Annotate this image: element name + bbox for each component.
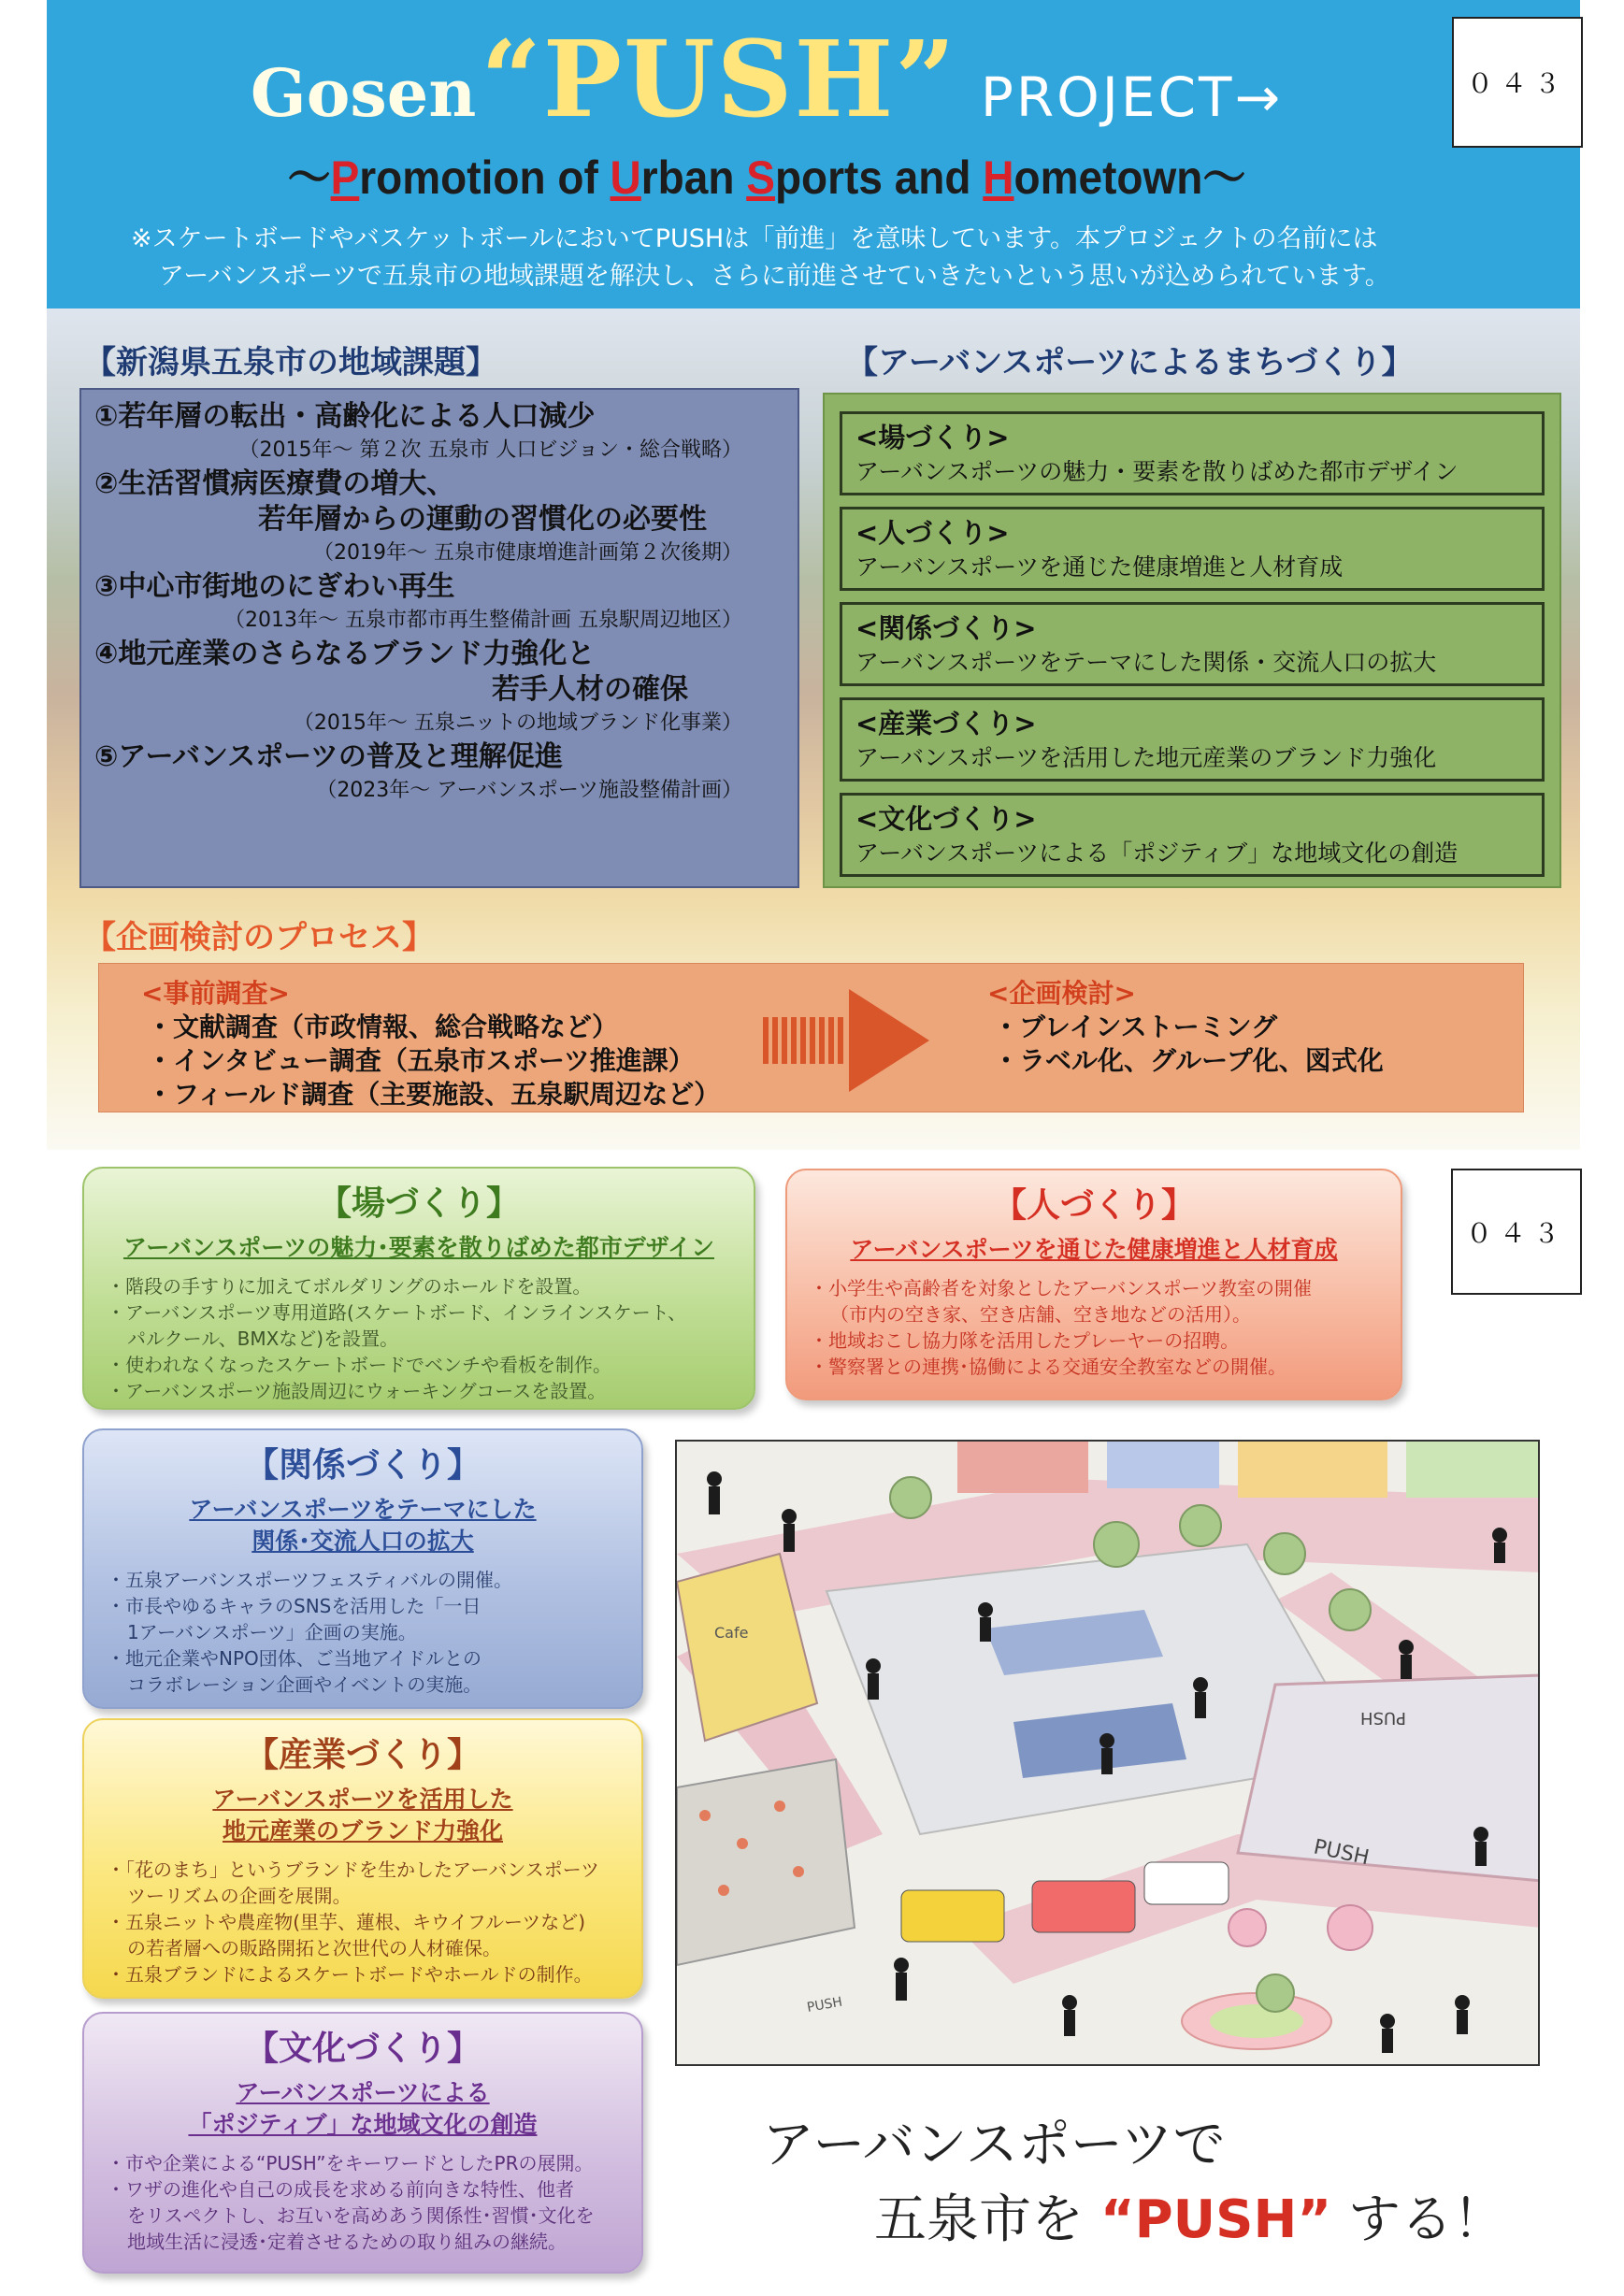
drawing-sign-push-1: PUSH <box>805 1994 844 2016</box>
title-gosen: Gosen <box>250 54 477 132</box>
entry-number-box-2: ０４３ <box>1451 1169 1582 1295</box>
issue-3-title: ③中心市街地のにぎわい再生 <box>94 570 455 603</box>
card-line: （市内の空き家、空き店舗、空き地などの活用）。 <box>830 1303 1251 1326</box>
card-line: ・アーバンスポーツ専用道路(スケートボード、インラインスケート、 <box>107 1301 687 1324</box>
card-culture-subtitle-b: 「ポジティブ」な地域文化の創造 <box>188 2111 538 2138</box>
card-industry-title: 【産業づくり】 <box>244 1736 481 1774</box>
issue-1-title: ①若年層の転出・高齢化による人口減少 <box>94 400 596 433</box>
process-pre-research <box>141 977 720 1112</box>
process-left-item: ・フィールド調査（主要施設、五泉駅周辺など） <box>147 1079 721 1110</box>
town-item-relation <box>840 602 1545 686</box>
subtitle-part: ometown <box>1013 151 1203 204</box>
card-industry-subtitle-b: 地元産業のブランド力強化 <box>222 1817 503 1844</box>
card-industry-subtitle-a: アーバンスポーツを活用した <box>212 1786 513 1813</box>
card-place <box>82 1167 755 1410</box>
process-panel <box>98 963 1524 1112</box>
process-planning <box>987 977 1384 1078</box>
card-line: ・五泉ブランドによるスケートボードやホールドの制作。 <box>107 1963 593 1986</box>
card-culture <box>82 2012 643 2274</box>
town-item-culture <box>840 793 1545 877</box>
card-place-subtitle: アーバンスポーツの魅力･要素を散りばめた都市デザイン <box>122 1234 714 1261</box>
town-item-desc: アーバンスポーツを通じた健康増進と人材育成 <box>855 553 1344 581</box>
process-right-title: <企画検討> <box>987 978 1136 1009</box>
town-item-title: <人づくり> <box>855 517 1010 549</box>
card-line: ・五泉ニットや農産物(里芋、蓮根、キウイフルーツなど) <box>107 1911 586 1933</box>
subtitle-initial: P <box>330 151 360 204</box>
card-place-body <box>107 1273 731 1404</box>
drawing-sign-cafe: Cafe <box>714 1624 749 1642</box>
issue-4-title-a: ④地元産業のさらなるブランド力強化と <box>94 638 596 670</box>
slogan-post: する！ <box>1331 2189 1505 2250</box>
card-line: をリスペクトし、お互いを高めあう関係性･習慣･文化を <box>127 2204 595 2227</box>
drawing-sign-push-2: PUSH <box>1311 1835 1372 1871</box>
issue-2-title-b: 若年層からの運動の習慣化の必要性 <box>258 503 707 536</box>
card-industry <box>82 1718 643 1999</box>
issue-2-source: （2019年〜 五泉市健康増進計画第２次後期） <box>313 541 742 565</box>
card-relation-subtitle-a: アーバンスポーツをテーマにした <box>189 1496 537 1523</box>
subtitle-part: 〜 <box>1202 151 1246 204</box>
card-line: ・地元企業やNPO団体、ご当地アイドルとの <box>107 1647 481 1670</box>
card-relation-title: 【関係づくり】 <box>244 1446 481 1485</box>
card-line: ・使われなくなったスケートボードでベンチや看板を制作。 <box>107 1354 611 1376</box>
card-line: パルクール、BMXなど)を設置。 <box>127 1327 399 1350</box>
town-item-industry <box>840 697 1545 782</box>
card-culture-subtitle-a: アーバンスポーツによる <box>236 2079 490 2106</box>
issue-5-source: （2023年〜 アーバンスポーツ施設整備計画） <box>316 779 742 802</box>
card-industry-body <box>107 1857 619 1987</box>
town-item-desc: アーバンスポーツの魅力・要素を散りばめた都市デザイン <box>855 458 1459 485</box>
subtitle-part: 〜 <box>287 151 331 204</box>
header-banner <box>47 0 1580 309</box>
card-line: ・市長やゆるキャラのSNSを活用した「一日 <box>107 1595 481 1617</box>
towns-panel <box>823 393 1561 888</box>
drawing-sign-push-3: PUSH <box>1360 1708 1406 1728</box>
process-heading: 【企画検討のプロセス】 <box>84 919 434 956</box>
project-title <box>47 19 1487 141</box>
card-line: ・「花のまち」というブランドを生かしたアーバンスポーツ <box>107 1858 599 1881</box>
card-line: ・アーバンスポーツ施設周辺にウォーキングコースを設置。 <box>107 1380 607 1402</box>
card-people-body <box>810 1275 1378 1380</box>
slogan-line-1: アーバンスポーツで <box>762 2115 1226 2175</box>
card-line: ・地域おこし協力隊を活用したプレーヤーの招聘。 <box>810 1329 1240 1352</box>
town-item-desc: アーバンスポーツをテーマにした関係・交流人口の拡大 <box>855 649 1437 676</box>
closing-slogan <box>762 2108 1505 2258</box>
title-push: “PUSH” <box>481 19 957 141</box>
slogan-pre: 五泉市を <box>874 2189 1100 2250</box>
card-line: ・警察署との連携･協働による交通安全教室などの開催。 <box>810 1356 1286 1378</box>
process-left-title: <事前調査> <box>141 978 290 1009</box>
card-line: ・市や企業による“PUSH”をキーワードとしたPRの展開。 <box>107 2152 594 2174</box>
process-right-item: ・ブレインストーミング <box>993 1012 1278 1042</box>
process-left-item: ・文献調査（市政情報、総合戦略など） <box>147 1012 619 1042</box>
town-item-people <box>840 507 1545 591</box>
card-relation-subtitle-b: 関係･交流人口の拡大 <box>252 1528 474 1555</box>
issue-3-source: （2013年〜 五泉市都市再生整備計画 五泉駅周辺地区） <box>224 609 742 632</box>
issues-heading: 【新潟県五泉市の地域課題】 <box>84 344 497 381</box>
project-subtitle <box>105 140 1430 208</box>
title-project: PROJECT→ <box>980 65 1284 129</box>
note-line-1: ※スケートボードやバスケットボールにおいてPUSHは「前進」を意味しています。本プロジェクトの名前には <box>131 224 1378 253</box>
town-item-title: <文化づくり> <box>855 803 1037 835</box>
issue-4-title-b: 若手人材の確保 <box>492 673 688 706</box>
issue-1-source: （2015年〜 第２次 五泉市 人口ビジョン・総合戦略） <box>238 438 742 462</box>
issue-4-source: （2015年〜 五泉ニットの地域ブランド化事業） <box>293 711 742 735</box>
issue-2-title-a: ②生活習慣病医療費の増大、 <box>94 467 455 500</box>
card-line: 1アーバンスポーツ」企画の実施。 <box>127 1621 417 1643</box>
town-item-place <box>840 411 1545 495</box>
subtitle-part: romotion of <box>359 151 611 204</box>
subtitle-part: rban <box>640 151 747 204</box>
process-left-item: ・インタビュー調査（五泉市スポーツ推進課） <box>147 1045 695 1076</box>
issues-panel <box>79 388 799 888</box>
card-relation-body <box>107 1567 619 1698</box>
subtitle-initial: H <box>983 151 1014 204</box>
entry-number-box: ０４３ <box>1452 17 1583 148</box>
card-line: コラボレーション企画やイベントの実施。 <box>127 1673 482 1696</box>
card-place-title: 【場づくり】 <box>317 1184 520 1223</box>
card-relation <box>82 1428 643 1709</box>
town-illustration <box>675 1440 1540 2066</box>
town-item-desc: アーバンスポーツによる「ポジティブ」な地域文化の創造 <box>855 839 1459 867</box>
town-item-title: <場づくり> <box>855 422 1010 453</box>
card-culture-title: 【文化づくり】 <box>244 2030 481 2068</box>
slogan-push: “PUSH” <box>1099 2189 1332 2250</box>
slogan-line-2 <box>762 2183 1505 2258</box>
card-line: ツーリズムの企画を展開。 <box>127 1885 352 1907</box>
subtitle-part: ports and <box>774 151 984 204</box>
card-line: ・小学生や高齢者を対象としたアーバンスポーツ教室の開催 <box>810 1277 1312 1299</box>
process-arrow-icon <box>763 987 931 1095</box>
process-right-item: ・ラベル化、グループ化、図式化 <box>993 1045 1384 1076</box>
card-line: ・ワザの進化や自己の成長を求める前向きな特性、他者 <box>107 2178 574 2201</box>
subtitle-initial: U <box>610 151 641 204</box>
project-note <box>131 221 1515 295</box>
subtitle-initial: S <box>746 151 775 204</box>
card-people <box>785 1169 1402 1400</box>
card-line: の若者層への販路開拓と次世代の人材確保。 <box>127 1937 501 1959</box>
card-people-subtitle: アーバンスポーツを通じた健康増進と人材育成 <box>850 1236 1338 1263</box>
card-line: ・五泉アーバンスポーツフェスティバルの開催。 <box>107 1569 512 1591</box>
note-line-2: アーバンスポーツで五泉市の地域課題を解決し、さらに前進させていきたいという思いが込められています。 <box>159 262 1390 291</box>
town-illustration-art <box>677 1442 1540 2066</box>
card-line: 地域生活に浸透･定着させるための取り組みの継続。 <box>127 2231 567 2253</box>
town-item-title: <産業づくり> <box>855 708 1037 739</box>
card-people-title: 【人づくり】 <box>992 1186 1195 1225</box>
issue-5-title: ⑤アーバンスポーツの普及と理解促進 <box>94 740 563 773</box>
town-item-desc: アーバンスポーツを活用した地元産業のブランド力強化 <box>855 744 1437 771</box>
towns-heading: 【アーバンスポーツによるまちづくり】 <box>846 344 1414 381</box>
card-line: ・階段の手すりに加えてボルダリングのホールドを設置。 <box>107 1275 592 1298</box>
town-item-title: <関係づくり> <box>855 612 1037 644</box>
card-culture-body <box>107 2150 619 2255</box>
